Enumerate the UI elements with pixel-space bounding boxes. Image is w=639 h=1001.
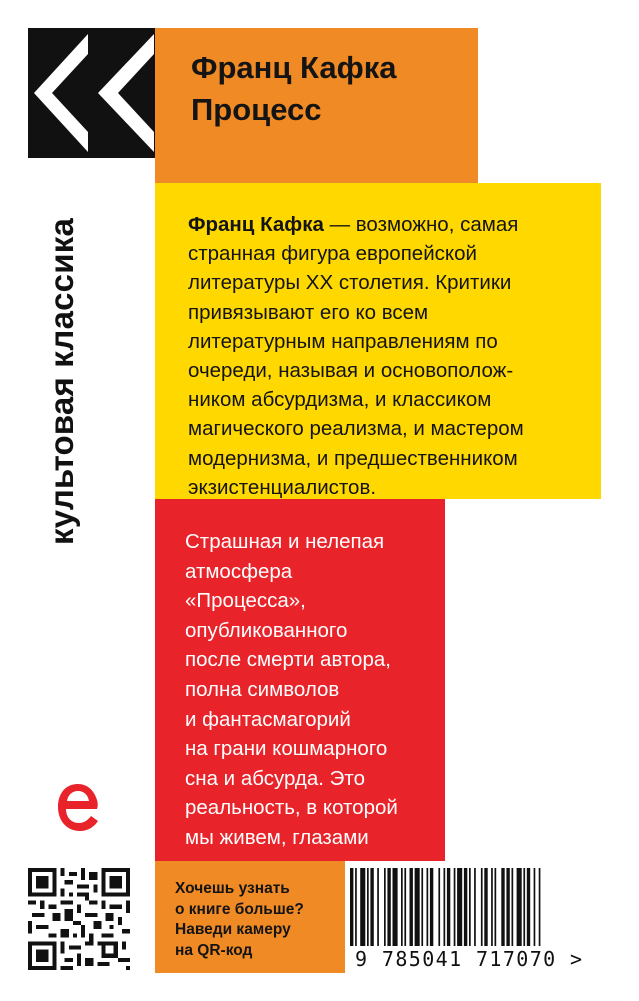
description-line: «Процесса», — [185, 589, 306, 613]
author-description — [188, 210, 588, 502]
barcode-bar — [367, 868, 369, 946]
qr-prompt-line: Наведи камеру — [175, 921, 291, 938]
qr-prompt-line: о книге больше? — [175, 900, 304, 918]
barcode-bar — [355, 868, 357, 946]
author-name: Франц Кафка — [191, 50, 397, 85]
barcode-bar — [377, 868, 379, 946]
description-line: атмосфера — [185, 559, 293, 583]
description-line: литературы XX столетия. Критики — [188, 271, 512, 295]
description-line: экзистенциалистов. — [188, 475, 377, 499]
isbn-number: 9 785041 717070 > — [355, 947, 584, 971]
book-title: Процесс — [191, 92, 322, 127]
barcode-bar — [517, 868, 522, 946]
qr-prompt-line: Хочешь узнать — [175, 880, 290, 897]
barcode-bar — [506, 868, 509, 946]
description-line: и фантасмагорий — [185, 707, 351, 731]
barcode-bar — [464, 868, 467, 946]
description-line: магического реализма, и мастером — [188, 417, 524, 441]
description-line: реальность, в которой — [185, 796, 398, 820]
barcode-bar — [384, 868, 386, 946]
description-line: мы живем, глазами — [185, 825, 369, 849]
barcode-bar — [401, 868, 403, 946]
barcode-bar — [410, 868, 413, 946]
description-line: на грани кошмарного — [185, 737, 388, 761]
description-line: очереди, называя и основополож- — [188, 359, 514, 383]
description-line: полна символов — [185, 677, 340, 701]
book-description-block — [155, 499, 445, 861]
barcode-bar — [539, 868, 541, 946]
qr-code-icon[interactable] — [28, 868, 130, 970]
barcode-bar — [469, 868, 471, 946]
description-line: литературным направлениям по — [188, 329, 498, 353]
author-name-inline: Франц Кафка — [188, 213, 324, 236]
description-line: опубликованного — [185, 618, 348, 642]
barcode-bar — [404, 868, 406, 946]
barcode-bar — [484, 868, 487, 946]
barcode-bar — [430, 868, 433, 946]
barcode-bar — [491, 868, 493, 946]
barcode-bar — [447, 868, 450, 946]
author-description-block — [155, 183, 601, 499]
barcode-bar — [415, 868, 420, 946]
barcode-bar — [501, 868, 504, 946]
description-line: странная фигура европейской — [188, 242, 477, 266]
barcode-bar — [457, 868, 462, 946]
description-line: ником абсурдизма, и классиком — [188, 388, 492, 412]
barcode-bar — [421, 868, 423, 946]
description-line: сна и абсурда. Это — [185, 766, 365, 790]
description-line: — возможно, самая — [323, 213, 519, 236]
qr-prompt — [175, 879, 304, 961]
barcode-bar — [393, 868, 398, 946]
description-line: после смерти автора, — [185, 648, 391, 672]
qr-prompt-line: на QR-код — [175, 941, 253, 959]
barcode-bar — [427, 868, 429, 946]
description-line: привязывают его ко всем — [188, 300, 429, 324]
publisher-e-logo-icon — [55, 780, 101, 836]
barcode-bar — [438, 868, 440, 946]
barcode-bar — [370, 868, 373, 946]
barcode-bar — [512, 868, 514, 946]
qr-prompt-box — [155, 861, 345, 973]
barcode-bar — [360, 868, 365, 946]
barcode-bar — [387, 868, 390, 946]
barcode-bar — [474, 868, 476, 946]
barcode-icon — [348, 868, 608, 946]
description-line: Страшная и нелепая — [185, 530, 385, 553]
title-block — [155, 28, 478, 183]
barcode-bar — [444, 868, 446, 946]
barcode-bar — [523, 868, 525, 946]
barcode-bar — [481, 868, 483, 946]
description-line: модернизма, и предшественником — [188, 446, 518, 470]
barcode-bar — [495, 868, 497, 946]
double-chevron-k-icon — [28, 28, 158, 158]
barcode-bar — [534, 868, 536, 946]
book-description — [185, 527, 435, 882]
series-label: культовая классика — [43, 218, 80, 545]
barcode-bar — [454, 868, 456, 946]
barcode-bar — [350, 868, 353, 946]
barcode-bar — [527, 868, 530, 946]
